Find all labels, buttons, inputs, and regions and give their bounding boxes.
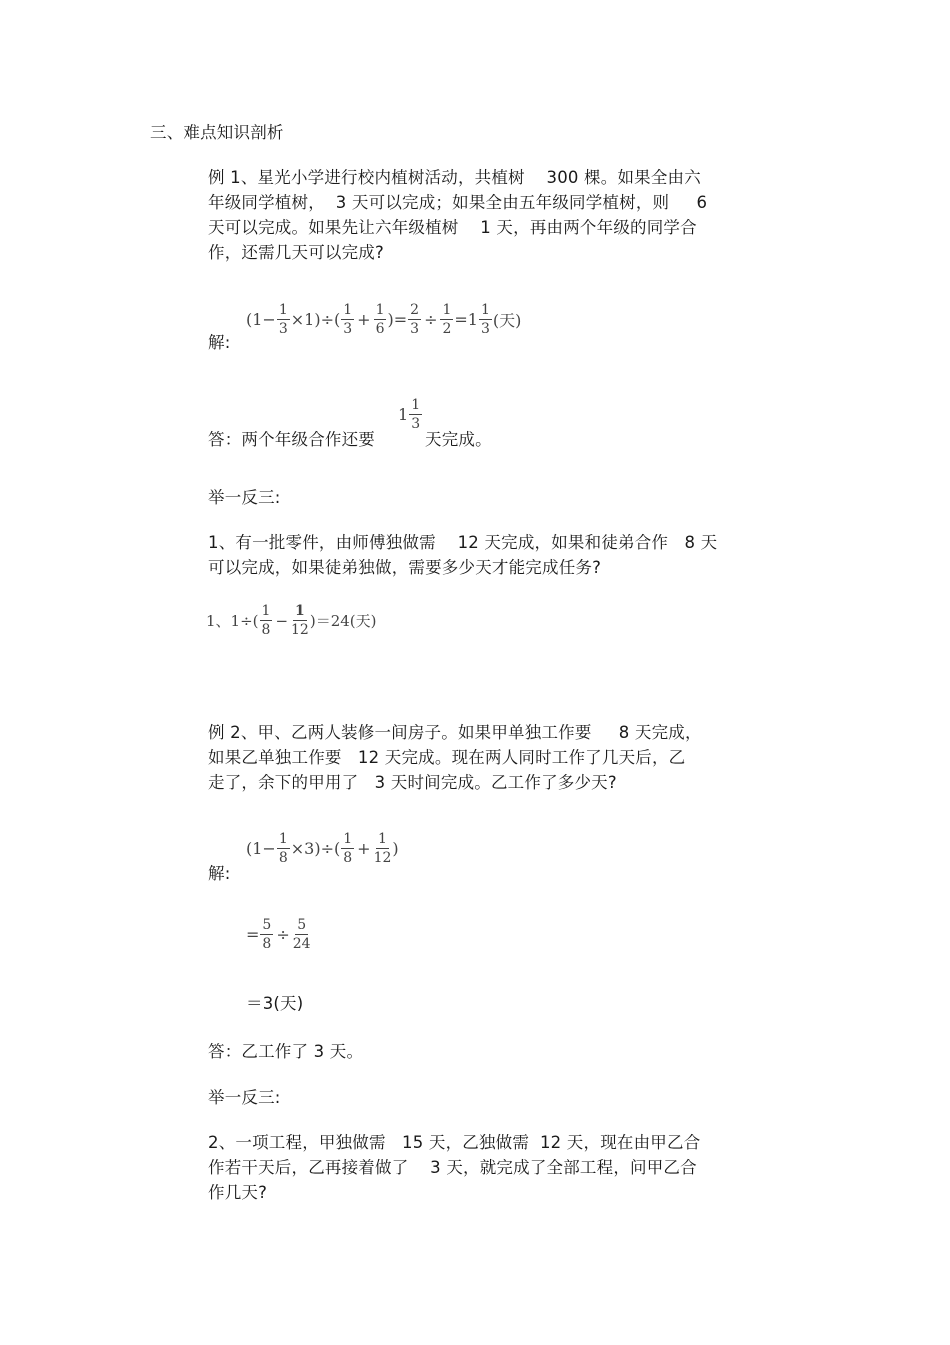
exercise-2-line: 2、一项工程，甲独做需 15 天，乙独做需 12 天，现在由甲乙合 [208, 1133, 701, 1152]
example-1-solution-label: 解: [208, 333, 231, 352]
exercise-1-line: 1、有一批零件，由师傅独做需 12 天完成，如果和徒弟合作 8 天 [208, 533, 718, 552]
exercise-2-line: 作若干天后，乙再接着做了 3 天，就完成了全部工程，问甲乙合 [208, 1158, 697, 1177]
example-1-line: 作，还需几天可以完成? [208, 243, 384, 262]
exercise-1-line: 可以完成，如果徒弟独做，需要多少天才能完成任务? [208, 558, 602, 577]
example-1-solution-formula: (1− $\frac{1}{3}$ ×1)÷( $\frac{1}{3}$ + $\frac{1}{6}$ )= $\frac{2}{3}$ ÷ $\frac{1}{2}$ =1 $\frac{1}{3}$ (天) [246, 302, 522, 337]
example-2-solution-label: 解: [208, 864, 231, 883]
section-title: 三、难点知识剖析 [150, 123, 284, 142]
example-1-line: 年级同学植树， 3 天可以完成；如果全由五年级同学植树，则 6 [208, 193, 708, 212]
example-1-text [208, 165, 707, 265]
exercise-1-text [208, 530, 717, 580]
exercise-1-formula: 1、1÷( $\frac{1}{8}$ − $\frac{1}{12}$ )＝24(天) [206, 603, 377, 638]
example-1-line: 天可以完成。如果先让六年级植树 1 天，再由两个年级的同学合 [208, 218, 697, 237]
exercise-2-line: 作几天? [208, 1183, 268, 1202]
example-2-answer: 答：乙工作了 3 天。 [208, 1042, 364, 1061]
example-2-line: 走了，余下的甲用了 3 天时间完成。乙工作了多少天? [208, 773, 617, 792]
example-2-step-1: (1− $\frac{1}{8}$ ×3)÷( $\frac{1}{8}$ + $\frac{1}{12}$ ) [246, 831, 399, 866]
example-2-line: 如果乙单独工作要 12 天完成。现在两人同时工作了几天后，乙 [208, 748, 686, 767]
example-2-text [208, 720, 702, 795]
example-2-step-2: = $\frac{5}{8}$ ÷ $\frac{5}{24}$ [246, 917, 311, 952]
practice-heading: 举一反三: [208, 1088, 281, 1107]
example-2-line: 例 2、甲、乙两人装修一间房子。如果甲单独工作要 8 天完成， [208, 723, 702, 742]
example-1-answer-prefix: 答：两个年级合作还要 [208, 430, 375, 449]
example-2-step-3: ＝3(天) [246, 994, 304, 1013]
example-1-answer-value: 1 $\frac{1}{3}$ [398, 397, 421, 432]
practice-heading: 举一反三: [208, 488, 281, 507]
example-1-answer-suffix: 天完成。 [425, 430, 492, 449]
exercise-2-text [208, 1130, 700, 1205]
example-1-line: 例 1、星光小学进行校内植树活动，共植树 300 棵。如果全由六 [208, 168, 701, 187]
